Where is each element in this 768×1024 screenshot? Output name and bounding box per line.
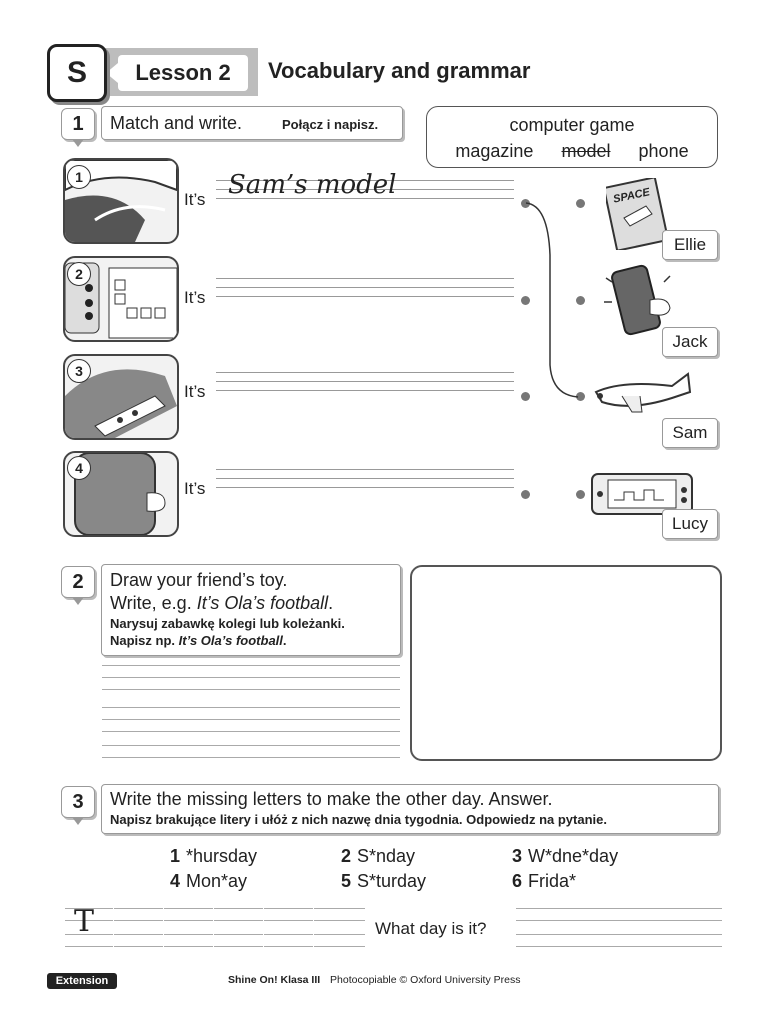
lesson-label: Lesson 2	[118, 55, 248, 91]
picture-4-number: 4	[67, 456, 91, 480]
name-label-sam: Sam	[662, 418, 718, 448]
exercise-2-instruction	[101, 564, 401, 656]
exercise-1-number: 1	[61, 108, 95, 140]
instruction-text-pl: Napisz brakujące litery i ułóż z nich nazwę dnia tygodnia. Odpowiedz na pytanie.	[110, 812, 607, 827]
writing-lines-3[interactable]	[216, 372, 514, 410]
question-text: What day is it?	[375, 919, 487, 938]
day-item-3: 3 W*dne*day	[512, 846, 619, 866]
name-label-ellie: Ellie	[662, 230, 718, 260]
instruction-example: It’s Ola’s football	[196, 593, 329, 613]
day-item-5: 5 S*turday	[341, 871, 427, 891]
its-prefix: It’s	[184, 288, 206, 307]
model-plane-icon	[592, 368, 696, 422]
its-prefix: It’s	[184, 382, 206, 401]
answer-lines[interactable]	[516, 908, 722, 948]
drawing-area[interactable]	[410, 565, 722, 761]
exercise-3-instruction	[101, 784, 719, 834]
instruction-pl-end: .	[282, 633, 287, 648]
match-line	[520, 195, 590, 405]
answer-1: Sam’s model	[228, 170, 397, 200]
footer-text	[228, 974, 520, 986]
instruction-end: .	[328, 593, 334, 613]
letter-boxes[interactable]	[65, 908, 365, 948]
exercise-1-instruction	[101, 106, 403, 140]
word-model: model	[561, 141, 611, 161]
word-magazine: magazine	[455, 141, 534, 161]
instruction-pl-line-1: Narysuj zabawkę kolegi lub koleżanki.	[110, 616, 345, 631]
word-computer-game: computer game	[509, 115, 635, 135]
writing-lines-4[interactable]	[216, 469, 514, 507]
word-box	[426, 106, 718, 168]
instruction-line-2: Write, e.g.	[110, 593, 192, 613]
day-item-1: 1 *hursday	[170, 846, 258, 866]
picture-1-number: 1	[67, 165, 91, 189]
day-item-4: 4 Mon*ay	[170, 871, 248, 891]
exercise-3-number: 3	[61, 786, 95, 818]
instruction-pl-example: It’s Ola’s football	[178, 633, 283, 648]
instruction-pl-line-2: Napisz np.	[110, 633, 176, 648]
magazine-cover-title: SPACE	[612, 186, 651, 206]
instruction-line-1: Draw your friend’s toy.	[110, 570, 288, 590]
match-dot-left-4[interactable]	[521, 490, 530, 499]
day-item-6: 6 Frida*	[512, 871, 577, 891]
picture-2-number: 2	[67, 262, 91, 286]
match-dot-right-4[interactable]	[576, 490, 585, 499]
name-label-jack: Jack	[662, 327, 718, 357]
day-item-2: 2 S*nday	[341, 846, 416, 866]
exercise-2-writing-lines[interactable]	[102, 665, 400, 757]
page-title: Vocabulary and grammar	[268, 58, 531, 83]
first-letter: T	[74, 904, 95, 939]
picture-3-number: 3	[67, 359, 91, 383]
book-title: Shine On! Klasa III	[228, 974, 321, 986]
instruction-text: Match and write.	[110, 113, 243, 133]
writing-lines-2[interactable]	[216, 278, 514, 316]
name-label-lucy: Lucy	[662, 509, 718, 539]
section-badge: S	[47, 44, 107, 102]
copyright: Photocopiable © Oxford University Press	[330, 974, 521, 986]
exercise-2-number: 2	[61, 566, 95, 598]
its-prefix: It’s	[184, 190, 206, 209]
word-phone: phone	[638, 141, 689, 161]
instruction-text: Write the missing letters to make the other day. Answer.	[110, 789, 553, 809]
instruction-text-pl: Połącz i napisz.	[282, 117, 379, 132]
extension-badge: Extension	[47, 973, 117, 989]
lesson-arrow-icon	[106, 63, 118, 83]
its-prefix: It’s	[184, 479, 206, 498]
